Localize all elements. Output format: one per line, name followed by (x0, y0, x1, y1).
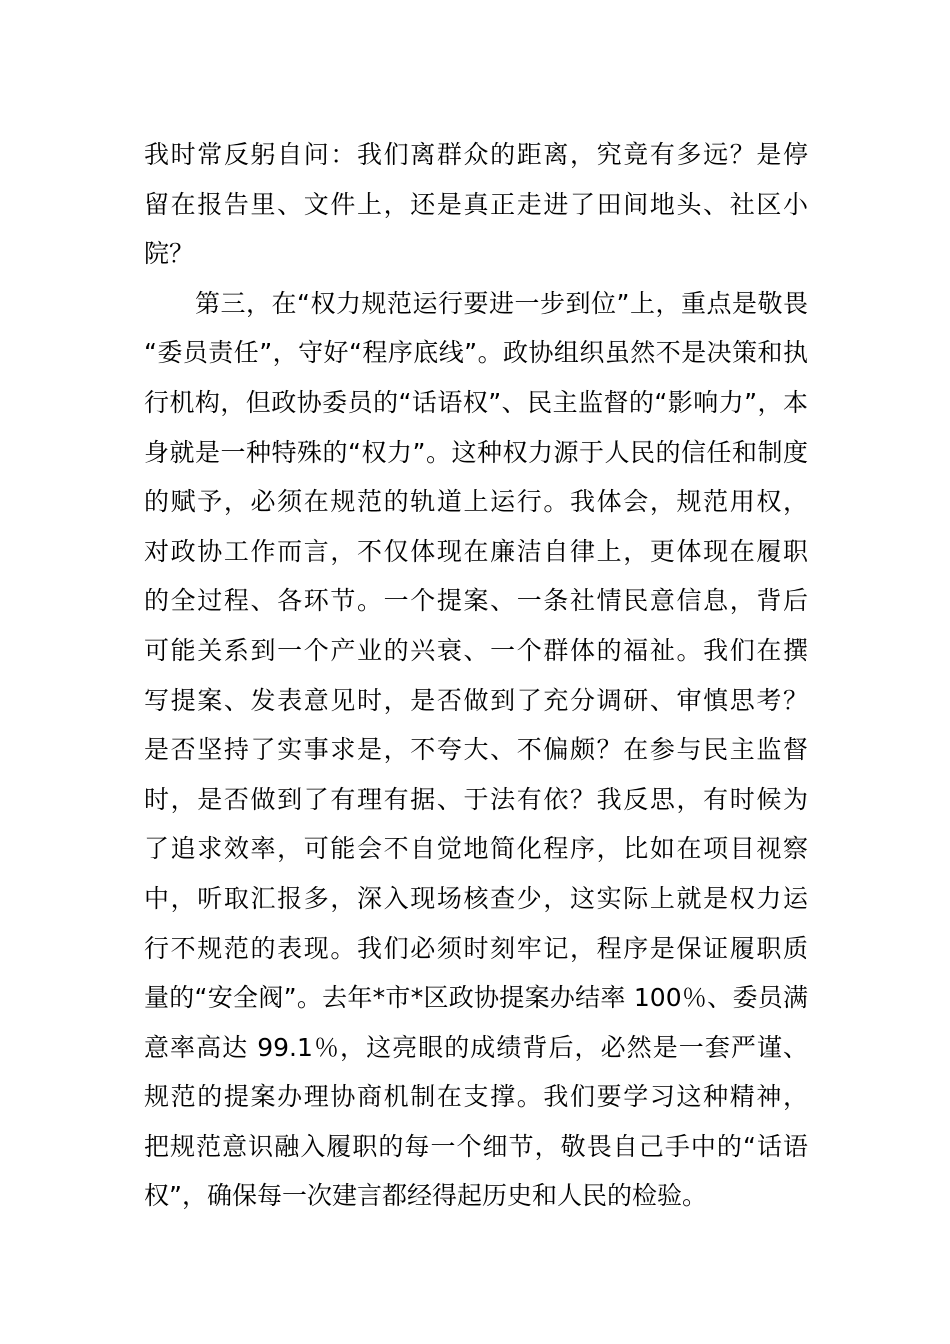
text-line: 了追求效率，可能会不自觉地简化程序，比如在项目视察 (144, 834, 808, 864)
text-line: 的全过程、各环节。一个提案、一条社情民意信息，背后 (144, 586, 808, 616)
text-line: 身就是一种特殊的“权力”。这种权力源于人民的信任和制度 (144, 437, 808, 467)
text-line: 时，是否做到了有理有据、于法有依？我反思，有时候为 (144, 784, 808, 814)
document-body (144, 130, 808, 1221)
text-line: 行机构，但政协委员的“话语权”、民主监督的“影响力”，本 (144, 387, 808, 417)
text-line: 是否坚持了实事求是，不夸大、不偏颇？在参与民主监督 (144, 735, 808, 765)
text-line: 第三，在“权力规范运行要进一步到位”上，重点是敬畏 (144, 288, 808, 318)
text-line: 中，听取汇报多，深入现场核查少，这实际上就是权力运 (144, 883, 808, 913)
text-line: 的赋予，必须在规范的轨道上运行。我体会，规范用权， (144, 487, 808, 517)
text-line: 行不规范的表现。我们必须时刻牢记，程序是保证履职质 (144, 933, 808, 963)
text-line: 写提案、发表意见时，是否做到了充分调研、审慎思考？ (144, 685, 808, 715)
text-line: 权”，确保每一次建言都经得起历史和人民的检验。 (144, 1181, 707, 1211)
text-line: 留在报告里、文件上，还是真正走进了田间地头、社区小 (144, 189, 808, 219)
text-line: 量的“安全阀”。去年*市*区政协提案办结率 100％、委员满 (144, 983, 808, 1013)
text-line: 我时常反躬自问：我们离群众的距离，究竟有多远？是停 (144, 140, 808, 169)
text-line: “委员责任”，守好“程序底线”。政协组织虽然不是决策和执 (144, 338, 808, 368)
text-line: 可能关系到一个产业的兴衰、一个群体的福祉。我们在撰 (144, 635, 808, 665)
text-line: 院？ (144, 239, 195, 269)
text-line: 规范的提案办理协商机制在支撑。我们要学习这种精神， (144, 1082, 808, 1112)
text-line: 意率高达 99.1％，这亮眼的成绩背后，必然是一套严谨、 (144, 1032, 808, 1062)
text-line: 把规范意识融入履职的每一个细节，敬畏自己手中的“话语 (144, 1131, 808, 1161)
text-line: 对政协工作而言，不仅体现在廉洁自律上，更体现在履职 (144, 536, 808, 566)
